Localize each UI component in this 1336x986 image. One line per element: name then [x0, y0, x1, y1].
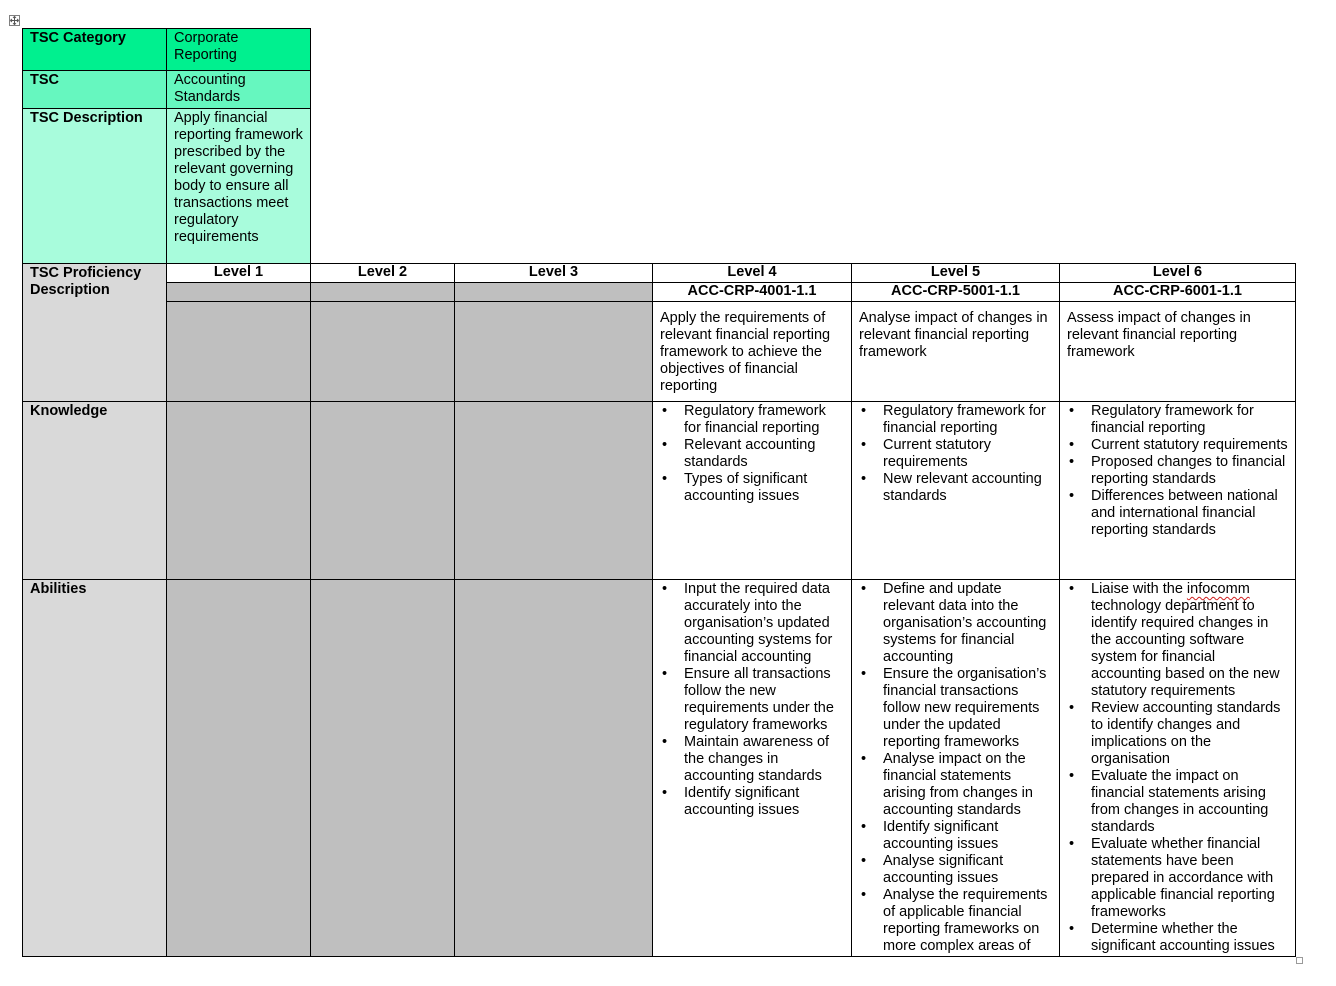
table-move-handle[interactable] [9, 15, 20, 26]
proficiency-label: TSC Proficiency Description [22, 263, 167, 402]
list-item: • Analyse the requirements of applicable financial reporting frameworks on more complex areas of [859, 887, 1052, 955]
tsc-label: TSC [22, 70, 167, 109]
move-arrows-icon [10, 16, 19, 25]
list-item: • Evaluate whether financial statements have been prepared in accordance with applicable financial reporting frameworks [1067, 836, 1288, 921]
level-1-abilities-empty [166, 579, 311, 957]
level-3-abilities-empty [454, 579, 653, 957]
list-item: • Identify significant accounting issues [660, 785, 844, 819]
list-item: • Relevant accounting standards [660, 437, 844, 471]
list-item: • Maintain awareness of the changes in accounting standards [660, 734, 844, 785]
list-item: • New relevant accounting standards [859, 471, 1052, 505]
list-item: • Identify significant accounting issues [859, 819, 1052, 853]
level-1-description-empty [166, 301, 311, 402]
level-3-header: Level 3 [454, 263, 653, 283]
list-item: • Current statutory requirements [1067, 437, 1288, 454]
list-item: • Evaluate the impact on financial statements arising from changes in accounting standards [1067, 768, 1288, 836]
list-item: • Proposed changes to financial reporting standards [1067, 454, 1288, 488]
knowledge-label: Knowledge [22, 401, 167, 580]
tsc-category-value: Corporate Reporting [166, 28, 311, 71]
level-6-abilities-list [1067, 581, 1288, 955]
abilities-label: Abilities [22, 579, 167, 957]
tsc-description-value: Apply financial reporting framework prescribed by the relevant governing body to ensure all transactions meet regulatory requirements [166, 108, 311, 264]
table-resize-handle[interactable] [1296, 957, 1303, 964]
list-item: • Regulatory framework for financial reporting [859, 403, 1052, 437]
level-5-abilities-list [859, 581, 1052, 955]
list-item: • Regulatory framework for financial reporting [660, 403, 844, 437]
list-item: • Ensure all transactions follow the new requirements under the regulatory frameworks [660, 666, 844, 734]
level-4-abilities-list [660, 581, 844, 819]
level-5-knowledge-list [859, 403, 1052, 505]
list-item: • Determine whether the significant accounting issues [1067, 921, 1288, 955]
level-2-code-empty [310, 282, 455, 302]
level-4-abilities [652, 579, 852, 957]
list-item-text: Liaise with the [1091, 581, 1187, 597]
level-1-code-empty [166, 282, 311, 302]
list-item: • Input the required data accurately into the organisation’s updated accounting systems for financial accounting [660, 581, 844, 666]
level-2-description-empty [310, 301, 455, 402]
level-1-header: Level 1 [166, 263, 311, 283]
level-2-header: Level 2 [310, 263, 455, 283]
tsc-description-label: TSC Description [22, 108, 167, 264]
level-6-abilities [1059, 579, 1296, 957]
level-2-abilities-empty [310, 579, 455, 957]
list-item: • Current statutory requirements [859, 437, 1052, 471]
level-3-knowledge-empty [454, 401, 653, 580]
level-4-header: Level 4 [652, 263, 852, 283]
spellcheck-word[interactable]: infocomm [1186, 581, 1250, 597]
level-4-code: ACC-CRP-4001-1.1 [652, 282, 852, 302]
level-1-knowledge-empty [166, 401, 311, 580]
list-item: • Differences between national and international financial reporting standards [1067, 488, 1288, 539]
level-6-header: Level 6 [1059, 263, 1296, 283]
level-6-description: Assess impact of changes in relevant financial reporting framework [1059, 301, 1296, 402]
level-2-knowledge-empty [310, 401, 455, 580]
list-item [1067, 581, 1288, 700]
level-5-header: Level 5 [851, 263, 1060, 283]
level-6-knowledge [1059, 401, 1296, 580]
list-item: • Regulatory framework for financial reporting [1067, 403, 1288, 437]
level-5-abilities [851, 579, 1060, 957]
level-6-code: ACC-CRP-6001-1.1 [1059, 282, 1296, 302]
list-item: • Ensure the organisation’s financial transactions follow new requirements under the updated reporting frameworks [859, 666, 1052, 751]
list-item: • Analyse significant accounting issues [859, 853, 1052, 887]
level-5-code: ACC-CRP-5001-1.1 [851, 282, 1060, 302]
level-4-knowledge-list [660, 403, 844, 505]
level-4-knowledge [652, 401, 852, 580]
list-item: • Analyse impact on the financial statements arising from changes in accounting standards [859, 751, 1052, 819]
list-item-text: technology department to identify required changes in the accounting software system for financial accounting based on the new statutory requirements [1091, 598, 1280, 699]
level-3-code-empty [454, 282, 653, 302]
tsc-value: Accounting Standards [166, 70, 311, 109]
level-6-knowledge-list [1067, 403, 1288, 539]
list-item: • Types of significant accounting issues [660, 471, 844, 505]
list-item: • Review accounting standards to identify changes and implications on the organisation [1067, 700, 1288, 768]
level-5-description: Analyse impact of changes in relevant financial reporting framework [851, 301, 1060, 402]
level-5-knowledge [851, 401, 1060, 580]
level-4-description: Apply the requirements of relevant financial reporting framework to achieve the objectives of financial reporting [652, 301, 852, 402]
list-item: • Define and update relevant data into the organisation’s accounting systems for financial accounting [859, 581, 1052, 666]
tsc-category-label: TSC Category [22, 28, 167, 71]
level-3-description-empty [454, 301, 653, 402]
